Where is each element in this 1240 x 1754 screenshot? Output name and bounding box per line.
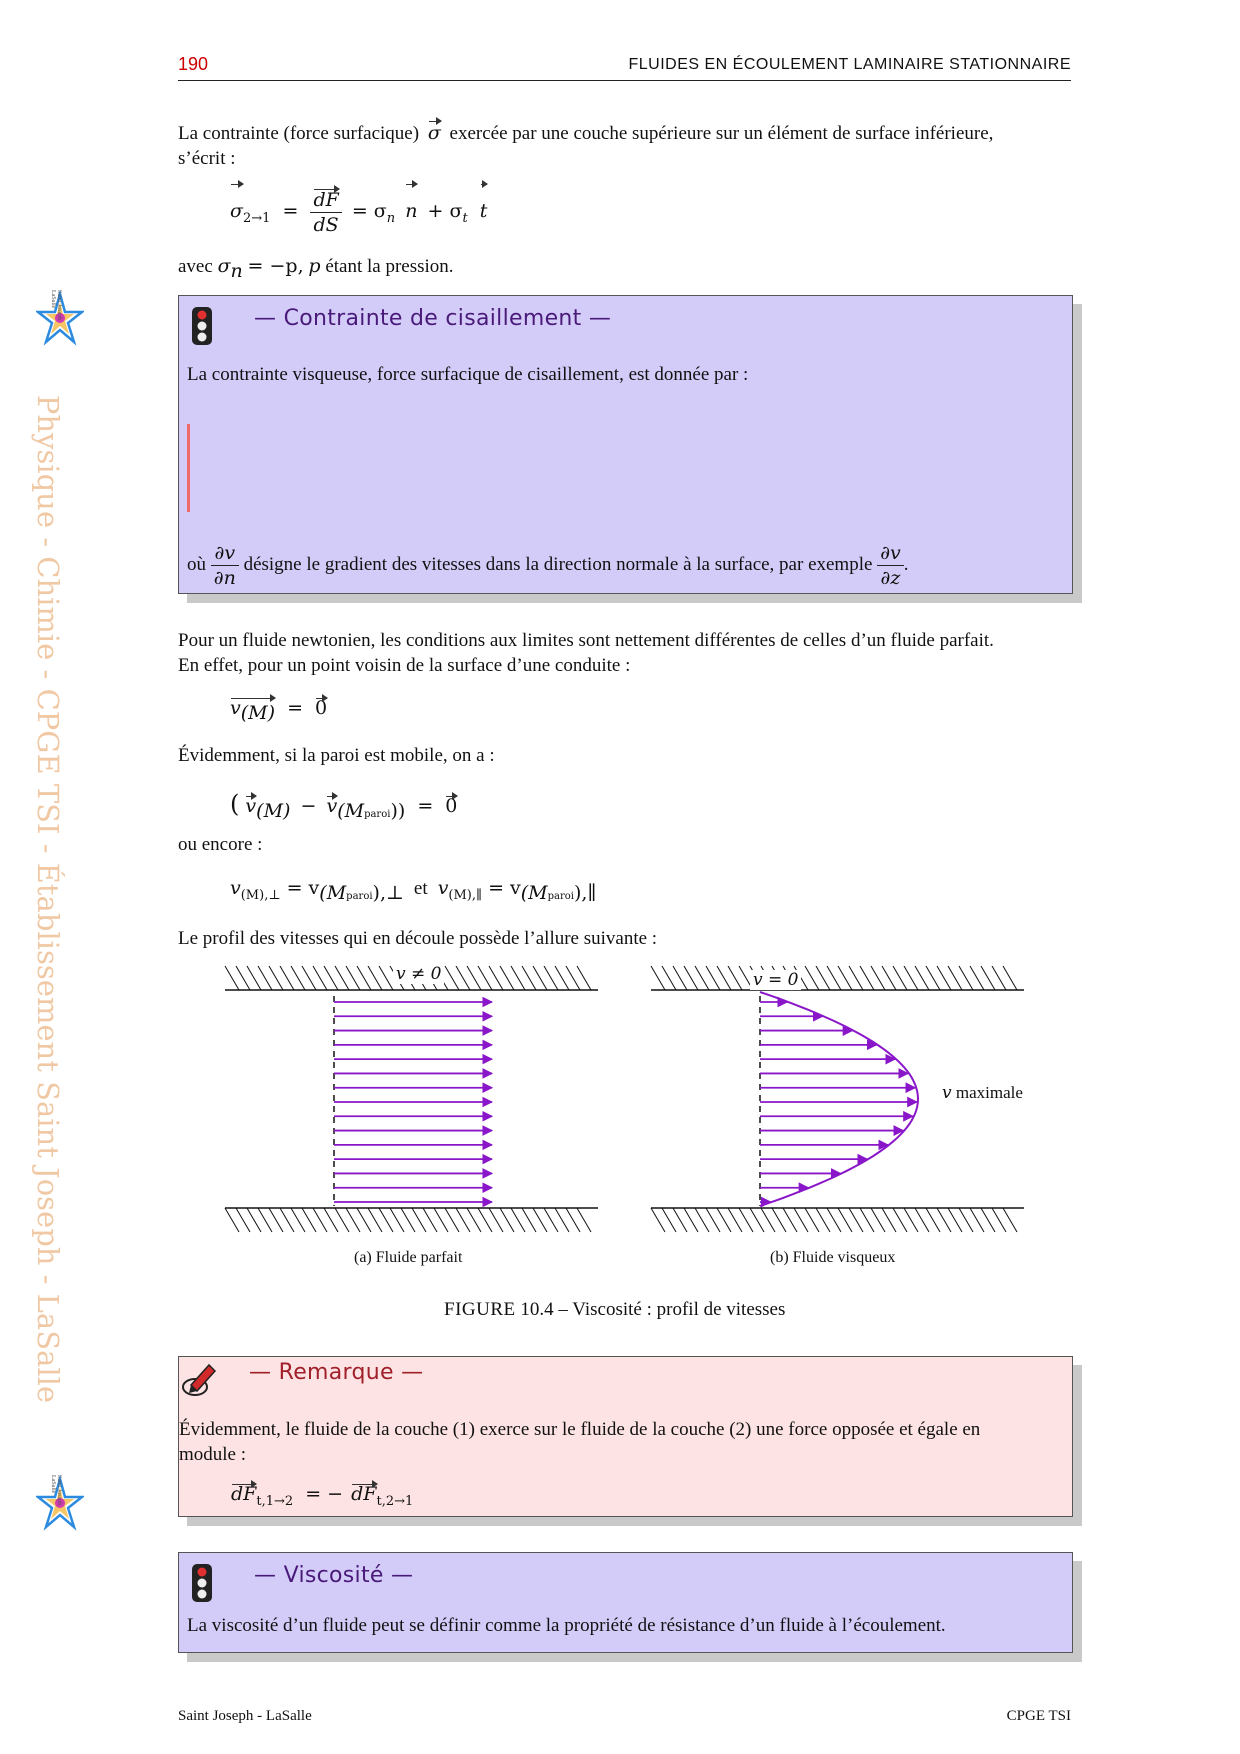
hatch-mark [555,1208,569,1232]
hatch-mark [706,966,720,990]
hatch-mark [662,1208,676,1232]
hatch-mark [544,966,558,990]
hatch-mark [904,1208,918,1232]
hatch-mark [500,966,514,990]
pencil-note-icon [181,1359,217,1397]
hatch-mark [522,966,536,990]
hatch-mark [981,1208,995,1232]
label-v-nonzero: v ≠ 0 [393,964,444,984]
hatch-mark [302,966,316,990]
stress-equation: $\sigma_{2\to 1}$ = $\frac{dF}{dS}$ = $\sigma_n$ $n + \sigma_t$ t [230,183,487,247]
bottom-wall-b [651,1208,1024,1232]
hatch-mark [478,966,492,990]
traffic-light-icon [189,1563,215,1603]
hatch-mark [379,966,393,990]
hatch-mark [313,1208,327,1232]
hatch-mark [236,966,250,990]
page-number: 190 [178,54,209,74]
hatch-mark [236,1208,250,1232]
hatch-mark [937,1208,951,1232]
top-wall-b [651,966,1024,990]
newtonien-line4: ou encore : [178,834,263,855]
hatch-mark [280,1208,294,1232]
hatch-mark [247,966,261,990]
hatch-mark [269,1208,283,1232]
hatch-mark [772,1208,786,1232]
hatch-mark [871,1208,885,1232]
hatch-mark [948,966,962,990]
figure-caption: FIGURE 10.4 – Viscosité : profil de vitesses [444,1299,786,1320]
hatch-mark [445,966,459,990]
hatch-mark [577,1208,591,1232]
box-title-viscosite: — Viscosité — [254,1563,414,1588]
hatch-mark [1003,1208,1017,1232]
hatch-mark [225,1208,239,1232]
hatch-mark [500,1208,514,1232]
logo-bottom-text: Saint Joseph LaSalle [50,1475,62,1506]
logo-top-text: Saint Joseph LaSalle [50,290,62,321]
hatch-mark [456,966,470,990]
hatch-mark [926,1208,940,1232]
hatch-mark [684,1208,698,1232]
hatch-mark [915,966,929,990]
hatch-mark [761,1208,775,1232]
hatch-mark [948,1208,962,1232]
boundary-equation-1: $v_{(M)} = 0$ [230,697,328,724]
footer-right: CPGE TSI [1006,1708,1071,1724]
hatch-mark [291,1208,305,1232]
hatch-mark [269,966,283,990]
remark-equation: $dF_{t,1\to 2}$ = − $dF_{t,2\to 1}$ [231,1483,414,1509]
hatch-mark [522,1208,536,1232]
hatch-mark [533,966,547,990]
footer-left: Saint Joseph - LaSalle [178,1708,312,1724]
hatch-mark [511,966,525,990]
hatch-mark [970,1208,984,1232]
hatch-mark [717,1208,731,1232]
hatch-mark [566,966,580,990]
hatch-mark [695,1208,709,1232]
remark-line2: module : [179,1444,247,1465]
box-title-cisaillement: — Contrainte de cisaillement — [254,306,612,331]
bottom-wall-a [225,1208,598,1232]
hatch-mark [445,1208,459,1232]
hatch-mark [783,1208,797,1232]
hatch-mark [750,1208,764,1232]
hatch-mark [423,1208,437,1232]
hatch-mark [401,1208,415,1232]
watermark-text: Physique - Chimie - CPGE TSI - Établissement Saint Joseph - LaSalle [31,394,65,1404]
hatch-mark [816,966,830,990]
hatch-mark [291,966,305,990]
label-v-zero: v = 0 [750,970,801,990]
hatch-mark [882,966,896,990]
remark-line1: Évidemment, le fluide de la couche (1) exerce sur le fluide de la couche (2) une force opposée et égale en [179,1419,981,1440]
hatch-mark [882,1208,896,1232]
boundary-equation-2: ( $v_{(M)} - v_{(Mparoi))} = 0$ [230,790,458,822]
hatch-mark [247,1208,261,1232]
hatch-mark [706,1208,720,1232]
hatch-mark [717,966,731,990]
hatch-mark [379,1208,393,1232]
hatch-mark [893,966,907,990]
hatch-mark [324,1208,338,1232]
hatch-mark [651,966,665,990]
hatch-mark [390,1208,404,1232]
hatch-mark [1003,966,1017,990]
newtonien-line3: Évidemment, si la paroi est mobile, on a : [178,745,495,766]
hatch-mark [412,1208,426,1232]
intro-line1: La contrainte (force surfacique) σ exercée par une couche supérieure sur un élément de surface inférieure, [178,122,994,144]
hatch-mark [577,966,591,990]
hatch-mark [489,1208,503,1232]
hatch-mark [467,966,481,990]
hatch-mark [915,1208,929,1232]
hatch-mark [805,1208,819,1232]
newtonien-line2: En effet, pour un point voisin de la surface d’une conduite : [178,655,631,676]
hatch-mark [959,966,973,990]
hatch-mark [937,966,951,990]
label-v-maximale: v maximale [942,1083,1023,1103]
chapter-title: FLUIDES EN ÉCOULEMENT LAMINAIRE STATIONNAIRE [628,56,1071,73]
hatch-mark [467,1208,481,1232]
hatch-mark [313,966,327,990]
subcaption-a: (a) Fluide parfait [354,1249,463,1266]
hatch-mark [434,1208,448,1232]
hatch-mark [992,1208,1006,1232]
hatch-mark [816,1208,830,1232]
sigma-vector: σ [427,122,441,144]
cisaillement-gradient-line: où $\frac{\partial v}{\partial n}$ désigne le gradient des vitesses dans la direction normale à la surface, par exemple $\frac{\partial v}{\partial z}$ . [187,542,909,590]
definition-box-viscosite [178,1552,1073,1653]
hatch-mark [662,966,676,990]
hatch-mark [728,1208,742,1232]
hatch-mark [489,966,503,990]
hatch-mark [533,1208,547,1232]
hatch-mark [959,1208,973,1232]
hatch-mark [673,1208,687,1232]
hatch-mark [860,966,874,990]
hatch-mark [838,1208,852,1232]
hatch-mark [368,1208,382,1232]
hatch-mark [805,966,819,990]
hatch-mark [555,966,569,990]
hatch-mark [849,966,863,990]
hatch-mark [544,1208,558,1232]
hatch-mark [651,1208,665,1232]
hatch-mark [992,966,1006,990]
hatch-mark [981,966,995,990]
hatch-mark [280,966,294,990]
hatch-mark [673,966,687,990]
hatch-mark [893,1208,907,1232]
hatch-mark [926,966,940,990]
hatch-mark [368,966,382,990]
boundary-equation-3: $v_{(M),\perp} = v_{(Mparoi),\perp}$ et $v_{(M),\parallel} = v_{(Mparoi),\parallel}$ [230,877,597,904]
subcaption-b: (b) Fluide visqueux [770,1249,896,1266]
hatch-mark [346,966,360,990]
hatch-mark [324,966,338,990]
intro-line2: s’écrit : [178,148,236,169]
hatch-mark [827,1208,841,1232]
cisaillement-text: La contrainte visqueuse, force surfacique de cisaillement, est donnée par : [187,364,749,385]
hatch-mark [739,1208,753,1232]
hatch-mark [827,966,841,990]
hatch-mark [357,966,371,990]
hatch-mark [794,1208,808,1232]
hatch-mark [225,966,239,990]
newtonien-line1: Pour un fluide newtonien, les conditions aux limites sont nettement différentes de celles d’un fluide parfait. [178,630,994,651]
viscosite-text: La viscosité d’un fluide peut se définir comme la propriété de résistance d’un fluide à l’écoulement. [187,1615,946,1636]
hatch-mark [478,1208,492,1232]
remark-title: — Remarque — [249,1360,424,1385]
hatch-mark [258,1208,272,1232]
hatch-mark [871,966,885,990]
hatch-mark [566,1208,580,1232]
hatch-mark [838,966,852,990]
hatch-mark [511,1208,525,1232]
hatch-mark [970,966,984,990]
hatch-mark [258,966,272,990]
remark-box [178,1356,1073,1517]
hatch-mark [860,1208,874,1232]
hatch-mark [695,966,709,990]
newtonien-line5: Le profil des vitesses qui en découle possède l’allure suivante : [178,928,658,949]
hatch-mark [684,966,698,990]
hatch-mark [357,1208,371,1232]
hatch-mark [728,966,742,990]
hatch-mark [456,1208,470,1232]
hatch-mark [849,1208,863,1232]
hatch-mark [335,966,349,990]
hatch-mark [335,1208,349,1232]
hatch-mark [346,1208,360,1232]
hatch-mark [904,966,918,990]
hatch-mark [302,1208,316,1232]
avec-line: avec $\sigma_n = -p$, p étant la pression. [178,255,454,282]
